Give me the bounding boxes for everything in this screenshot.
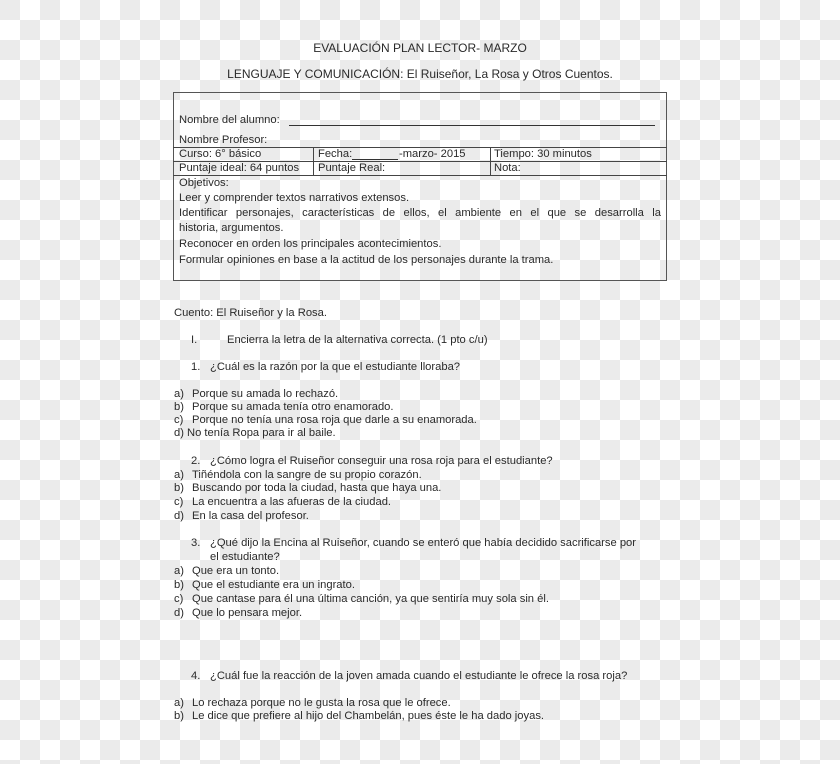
option-letter[interactable]: d) [174,427,184,439]
option-letter[interactable]: a) [174,697,184,709]
option-letter[interactable]: c) [174,496,184,508]
question-number: 3. [191,537,201,549]
objectives-label: Objetivos: [179,177,229,189]
question-text: ¿Qué dijo la Encina al Ruiseñor, cuando se enteró que había decidido sacrificarse por [210,537,637,549]
option-text: Que el estudiante era un ingrato. [192,579,355,591]
option-text: La encuentra a las afueras de la ciudad. [192,496,392,508]
date-day-field[interactable] [352,159,398,160]
objective-item: Leer y comprender textos narrativos extensos. [179,192,410,204]
objective-item-cont: historia, argumentos. [179,222,284,234]
option-letter[interactable]: a) [174,388,184,400]
option-letter[interactable]: b) [174,401,184,413]
story-label: Cuento: El Ruiseñor y la Rosa. [174,307,327,319]
option-letter[interactable]: d) [174,510,184,522]
student-name-field[interactable] [289,125,655,126]
date-label: Fecha: [318,148,353,160]
question-number: 4. [191,670,201,682]
date-suffix: -marzo- 2015 [399,148,466,160]
option-letter[interactable]: b) [174,482,184,494]
option-letter[interactable]: c) [174,593,184,605]
option-letter[interactable]: d) [174,607,184,619]
question-text-cont: el estudiante? [210,551,280,563]
question-number: 2. [191,455,201,467]
option-text: Porque su amada tenía otro enamorado. [192,401,394,413]
option-text: Porque su amada lo rechazó. [192,388,339,400]
section-instruction: Encierra la letra de la alternativa correcta. (1 pto c/u) [227,334,488,346]
student-name-label: Nombre del alumno: [179,114,280,126]
ideal-score-cell: Puntaje ideal: 64 puntos [179,162,300,174]
divider [490,147,491,175]
option-text: Que lo pensara mejor. [192,607,303,619]
option-letter[interactable]: c) [174,414,184,426]
teacher-name-label: Nombre Profesor: [179,134,268,146]
option-letter[interactable]: b) [174,579,184,591]
option-text: Porque no tenía una rosa roja que darle a su enamorada. [192,414,477,426]
divider [313,147,314,175]
option-letter[interactable]: a) [174,565,184,577]
option-text: Tiñéndola con la sangre de su propio corazón. [192,469,422,481]
option-text: Buscando por toda la ciudad, hasta que haya una. [192,482,442,494]
course-cell: Curso: 6° básico [179,148,262,160]
option-text: En la casa del profesor. [192,510,309,522]
option-letter[interactable]: b) [174,710,184,722]
objective-item: Formular opiniones en base a la actitud de los personajes durante la trama. [179,254,554,266]
objective-item: Identificar personajes, características de ellos, el ambiente en el que se desarrolla la [179,207,661,219]
option-text: Le dice que prefiere al hijo del Chambelán, pues éste le ha dado joyas. [192,710,545,722]
question-text: ¿Cuál fue la reacción de la joven amada cuando el estudiante le ofrece la rosa roja? [210,670,628,682]
option-letter[interactable]: a) [174,469,184,481]
option-text: No tenía Ropa para ir al baile. [187,427,336,439]
document-title: EVALUACIÓN PLAN LECTOR- MARZO [313,41,527,55]
option-text: Que cantase para él una última canción, ya que sentiría muy sola sin él. [192,593,549,605]
option-text: Que era un tonto. [192,565,280,577]
objective-item: Reconocer en orden los principales acontecimientos. [179,238,442,250]
document-subtitle: LENGUAJE Y COMUNICACIÓN: El Ruiseñor, La Rosa y Otros Cuentos. [227,67,613,81]
time-cell: Tiempo: 30 minutos [494,148,592,160]
grade-cell: Nota: [494,162,521,174]
option-text: Lo rechaza porque no le gusta la rosa que le ofrece. [192,697,451,709]
divider [173,175,667,176]
section-numeral: I. [191,334,198,346]
question-number: 1. [191,361,201,373]
question-text: ¿Cuál es la razón por la que el estudiante lloraba? [210,361,461,373]
question-text: ¿Cómo logra el Ruiseñor conseguir una rosa roja para el estudiante? [210,455,553,467]
real-score-cell: Puntaje Real: [318,162,386,174]
